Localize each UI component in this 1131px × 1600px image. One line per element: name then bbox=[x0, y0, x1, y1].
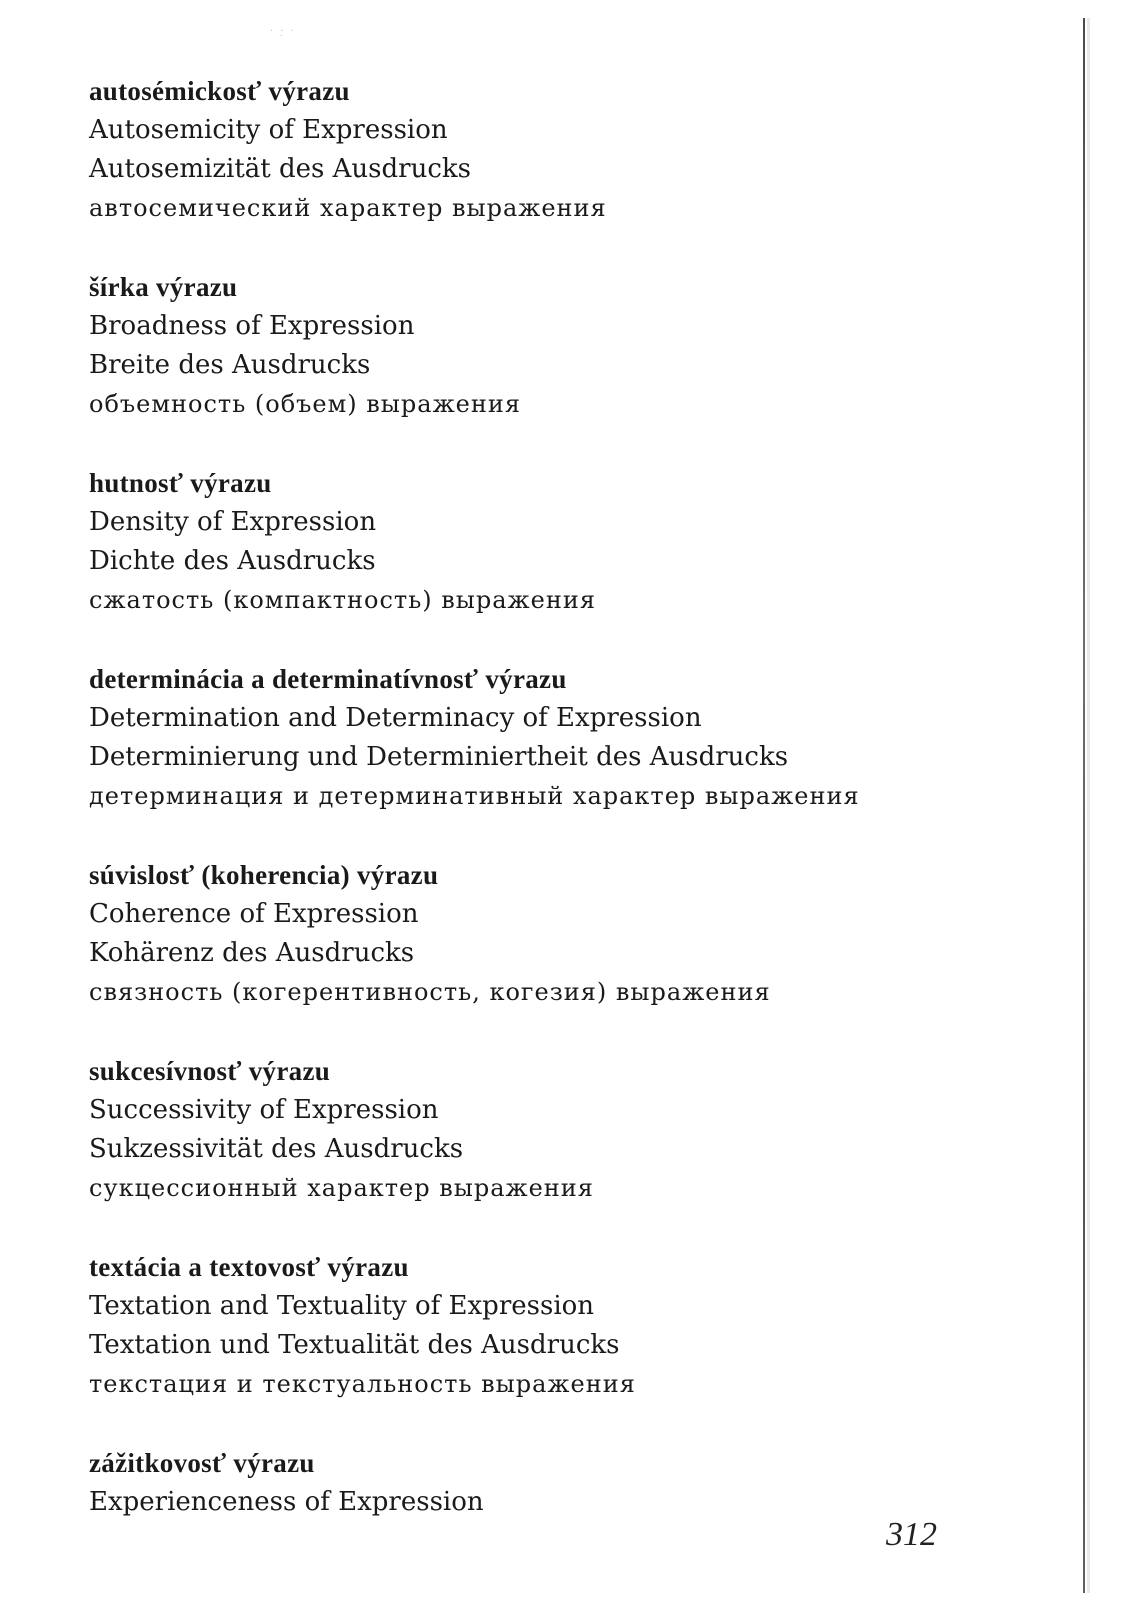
entry bbox=[89, 856, 989, 1012]
entry-russian: сжатость (компактность) выражения bbox=[89, 586, 596, 614]
entry-german: Kohärenz des Ausdrucks bbox=[89, 938, 415, 968]
entry-russian: автосемический характер выражения bbox=[89, 194, 607, 222]
entry-term: šírka výrazu bbox=[89, 272, 238, 302]
entry-english: Successivity of Expression bbox=[89, 1095, 439, 1125]
entry-term: hutnosť výrazu bbox=[89, 468, 272, 498]
entry-english: Autosemicity of Expression bbox=[89, 115, 448, 145]
entry-german: Breite des Ausdrucks bbox=[89, 350, 371, 380]
entry-german: Determinierung und Determiniertheit des Ausdrucks bbox=[89, 742, 789, 772]
entry-russian: детерминация и детерминативный характер выражения bbox=[89, 782, 860, 810]
entry-german: Autosemizität des Ausdrucks bbox=[89, 154, 471, 184]
entry-english: Experienceness of Expression bbox=[89, 1487, 484, 1517]
entry bbox=[89, 72, 989, 228]
entry-term: sukcesívnosť výrazu bbox=[89, 1056, 331, 1086]
page-number: 312 bbox=[886, 1516, 937, 1553]
entries-list bbox=[89, 72, 989, 1562]
entry bbox=[89, 660, 989, 816]
binding-edge-line bbox=[1083, 18, 1085, 1593]
entry-term: súvislosť (koherencia) výrazu bbox=[89, 860, 439, 890]
scan-smudge: · ·̣ · bbox=[270, 26, 296, 37]
entry-term: zážitkovosť výrazu bbox=[89, 1448, 315, 1478]
entry-term: determinácia a determinatívnosť výrazu bbox=[89, 664, 567, 694]
entry-german: Textation und Textualität des Ausdrucks bbox=[89, 1330, 620, 1360]
entry-german: Dichte des Ausdrucks bbox=[89, 546, 376, 576]
binding-shadow bbox=[1087, 18, 1090, 1593]
entry-term: autosémickosť výrazu bbox=[89, 76, 350, 106]
entry bbox=[89, 1052, 989, 1208]
entry bbox=[89, 1248, 989, 1404]
entry-russian: связность (когерентивность, когезия) выражения bbox=[89, 978, 771, 1006]
entry-english: Coherence of Expression bbox=[89, 899, 419, 929]
entry bbox=[89, 268, 989, 424]
entry-english: Textation and Textuality of Expression bbox=[89, 1291, 595, 1321]
entry-russian: текстация и текстуальность выражения bbox=[89, 1370, 636, 1398]
entry-german: Sukzessivität des Ausdrucks bbox=[89, 1134, 464, 1164]
entry-russian: сукцессионный характер выражения bbox=[89, 1174, 594, 1202]
entry-english: Density of Expression bbox=[89, 507, 377, 537]
entry-english: Broadness of Expression bbox=[89, 311, 415, 341]
entry-term: textácia a textovosť výrazu bbox=[89, 1252, 409, 1282]
entry bbox=[89, 464, 989, 620]
entry bbox=[89, 1444, 989, 1522]
entry-english: Determination and Determinacy of Expression bbox=[89, 703, 702, 733]
entry-russian: объемность (объем) выражения bbox=[89, 390, 521, 418]
